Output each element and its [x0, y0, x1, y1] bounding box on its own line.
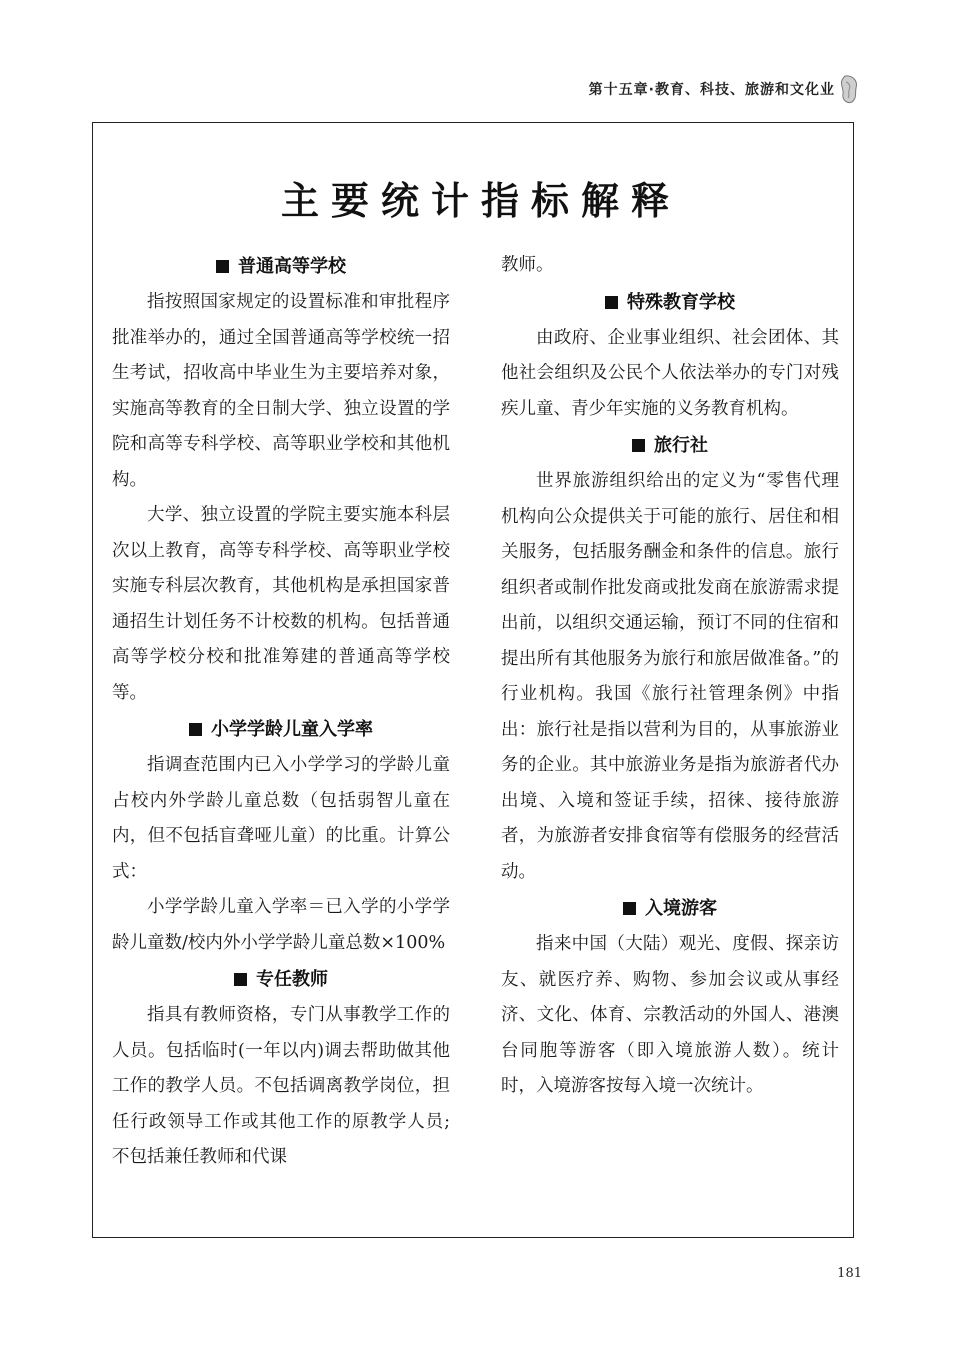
- square-bullet-icon: [234, 973, 247, 986]
- square-bullet-icon: [216, 260, 229, 273]
- square-bullet-icon: [605, 296, 618, 309]
- page-title: 主要统计指标解释: [280, 178, 681, 223]
- page-number: 181: [837, 1266, 862, 1281]
- section-heading: 特殊教育学校: [501, 284, 839, 321]
- paragraph-continuation: 教师。: [501, 255, 554, 275]
- paragraph: 指具有教师资格，专门从事教学工作的人员。包括临时(一年以内)调去帮助做其他工作的教学人员。不包括调离教学岗位，担任行政领导工作或其他工作的原教学人员;不包括兼任教师和代课: [112, 1005, 450, 1167]
- section-heading: 小学学龄儿童入学率: [112, 711, 450, 748]
- square-bullet-icon: [623, 902, 636, 915]
- paragraph: 指来中国（大陆）观光、度假、探亲访友、就医疗养、购物、参加会议或从事经济、文化、体育、宗教活动的外国人、港澳台同胞等游客（即入境旅游人数）。统计时，入境游客按每入境一次统计。: [501, 934, 839, 1096]
- section-heading: 旅行社: [501, 427, 839, 464]
- square-bullet-icon: [632, 439, 645, 452]
- right-column: [501, 248, 839, 1105]
- paragraph: 指调查范围内已入小学学习的学龄儿童占校内外学龄儿童总数（包括弱智儿童在内，但不包括盲聋哑儿童）的比重。计算公式：: [112, 755, 450, 882]
- running-header: [0, 74, 962, 106]
- paragraph: 由政府、企业事业组织、社会团体、其他社会组织及公民个人依法举办的专门对残疾儿童、青少年实施的义务教育机构。: [501, 327, 839, 419]
- formula-paragraph: 小学学龄儿童入学率＝已入学的小学学龄儿童数/校内外小学学龄儿童总数×100%: [112, 897, 450, 953]
- section-heading: 入境游客: [501, 890, 839, 927]
- section-heading: 普通高等学校: [112, 248, 450, 285]
- running-title: 第十五章·教育、科技、旅游和文化业: [588, 82, 835, 98]
- paragraph: 大学、独立设置的学院主要实施本科层次以上教育，高等专科学校、高等职业学校实施专科层次教育，其他机构是承担国家普通招生计划任务不计校数的机构。包括普通高等学校分校和批准筹建的普通高等学校等。: [112, 505, 450, 703]
- section-heading: 专任教师: [112, 961, 450, 998]
- paragraph: 指按照国家规定的设置标准和审批程序批准举办的，通过全国普通高等学校统一招生考试，招收高中毕业生为主要培养对象，实施高等教育的全日制大学、独立设置的学院和高等专科学校、高等职业学校和其他机构。: [112, 292, 450, 490]
- left-column: [112, 248, 450, 1176]
- ornament-icon: [839, 74, 859, 104]
- paragraph: 世界旅游组织给出的定义为“零售代理机构向公众提供关于可能的旅行、居住和相关服务，包括服务酬金和条件的信息。旅行组织者或制作批发商或批发商在旅游需求提出前，以组织交通运输，预订不同的住宿和提出所有其他服务为旅行和旅居做准备。”的行业机构。我国《旅行社管理条例》中指出：旅行社是指以营利为目的，从事旅游业务的企业。其中旅游业务是指为旅游者代办出境、入境和签证手续，招徕、接待旅游者，为旅游者安排食宿等有偿服务的经营活动。: [501, 471, 839, 882]
- square-bullet-icon: [189, 723, 202, 736]
